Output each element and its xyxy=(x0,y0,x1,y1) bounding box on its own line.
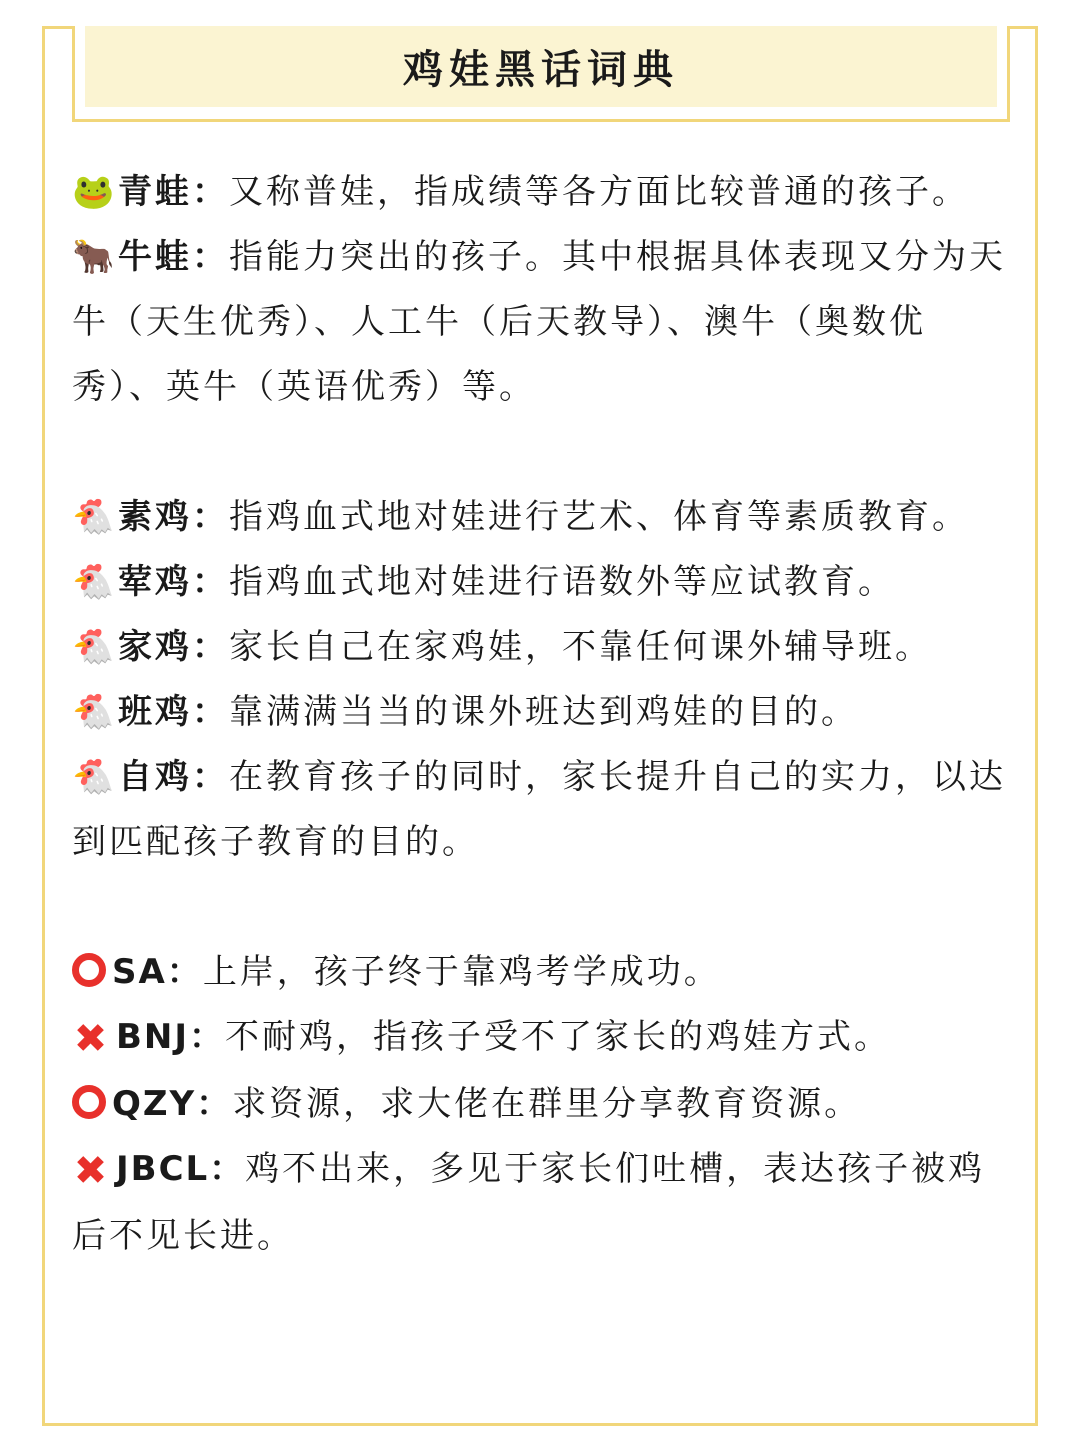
entry-definition: 指鸡血式地对娃进行艺术、体育等素质教育。 xyxy=(229,497,969,537)
circle-mark-icon xyxy=(72,953,106,987)
cross-mark-icon: ✖ xyxy=(73,1148,111,1194)
entry-definition: 靠满满当当的课外班达到鸡娃的目的。 xyxy=(229,692,858,732)
entry-definition: 指能力突出的孩子。其中根据具体表现又分为天牛（天生优秀）、人工牛（后天教导）、澳牛（奥数优秀）、英牛（英语优秀）等。 xyxy=(72,237,1006,407)
entry-definition: 鸡不出来，多见于家长们吐槽，表达孩子被鸡后不见长进。 xyxy=(72,1149,986,1256)
chicken-icon: 🐔 xyxy=(72,692,118,732)
entry-term: JBCL： xyxy=(116,1149,246,1189)
entry-niuwa xyxy=(72,225,1008,420)
entry-term: 家鸡： xyxy=(118,627,229,667)
entry-definition: 在教育孩子的同时，家长提升自己的实力，以达到匹配孩子教育的目的。 xyxy=(72,757,1006,862)
entry-term: QZY： xyxy=(112,1084,233,1124)
frog-icon: 🐸 xyxy=(72,172,118,212)
circle-mark-icon xyxy=(72,1085,106,1119)
chicken-icon: 🐔 xyxy=(72,497,118,537)
entry-definition: 上岸，孩子终于靠鸡考学成功。 xyxy=(202,952,721,992)
section-spacer xyxy=(72,875,1008,940)
cow-icon: 🐂 xyxy=(72,237,118,277)
cross-mark-icon: ✖ xyxy=(73,1016,111,1062)
entry-hunji xyxy=(72,550,1008,615)
chicken-icon: 🐔 xyxy=(72,562,118,602)
entry-definition: 求资源，求大佬在群里分享教育资源。 xyxy=(232,1084,862,1124)
entry-term: BNJ： xyxy=(116,1017,226,1057)
entry-ziji xyxy=(72,745,1008,875)
entry-definition: 不耐鸡，指孩子受不了家长的鸡娃方式。 xyxy=(225,1017,892,1057)
entry-banji xyxy=(72,680,1008,745)
chicken-icon: 🐔 xyxy=(72,757,118,797)
entry-qingwa xyxy=(72,160,1008,225)
title-banner xyxy=(85,26,997,107)
title-box xyxy=(72,26,1010,122)
page-title: 鸡娃黑话词典 xyxy=(403,47,679,93)
chicken-icon: 🐔 xyxy=(72,627,118,667)
entry-term: SA： xyxy=(112,952,203,992)
entry-sa xyxy=(72,940,1008,1005)
entry-jiaji xyxy=(72,615,1008,680)
entry-term: 牛蛙： xyxy=(118,237,229,277)
glossary-list xyxy=(72,160,1008,1269)
entry-definition: 家长自己在家鸡娃，不靠任何课外辅导班。 xyxy=(229,627,932,667)
entry-term: 自鸡： xyxy=(118,757,229,797)
entry-qzy xyxy=(72,1072,1008,1137)
entry-suji xyxy=(72,485,1008,550)
entry-jbcl xyxy=(72,1137,1008,1269)
entry-definition: 又称普娃，指成绩等各方面比较普通的孩子。 xyxy=(229,172,969,212)
entry-term: 素鸡： xyxy=(118,497,229,537)
section-spacer xyxy=(72,420,1008,485)
entry-term: 荤鸡： xyxy=(118,562,229,602)
entry-term: 青蛙： xyxy=(118,172,229,212)
entry-term: 班鸡： xyxy=(118,692,229,732)
entry-bnj xyxy=(72,1005,1008,1072)
entry-definition: 指鸡血式地对娃进行语数外等应试教育。 xyxy=(229,562,895,602)
